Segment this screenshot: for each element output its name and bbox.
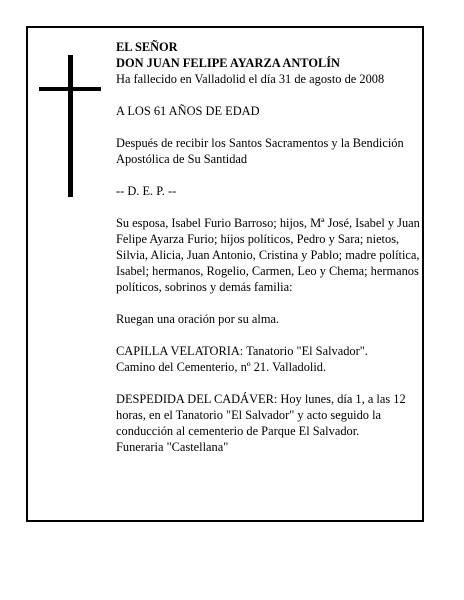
chapel-line-1: CAPILLA VELATORIA: Tanatorio "El Salvador". [116,344,368,358]
title-line-1: EL SEÑOR [116,40,178,54]
notice-body [116,39,422,471]
chapel-paragraph [116,343,422,375]
cross-icon-vertical-bar [68,55,73,197]
cross-icon-horizontal-bar [39,87,101,91]
farewell-paragraph [116,391,422,455]
rip-line: -- D. E. P. -- [116,184,177,198]
funeral-home: Funeraria "Castellana" [116,440,229,454]
chapel-line-2: Camino del Cementerio, nº 21. Valladolid. [116,360,327,374]
deceased-name: DON JUAN FELIPE AYARZA ANTOLÍN [116,56,341,70]
family-paragraph: Su esposa, Isabel Furio Barroso; hijos, Mª José, Isabel y Juan Felipe Ayarza Furio; hijos políticos, Pedro y Sara; nietos, Silvia, Alicia, Juan Antonio, Cristina y Pablo; madre política, Isabel; hermanos, Rogelio, Carmen, Leo y Chema; hermanos políticos, sobrinos y demás familia: [116,216,420,294]
obituary-notice [26,26,424,522]
death-notice: Ha fallecido en Valladolid el día 31 de agosto de 2008 [116,72,385,86]
farewell-text: DESPEDIDA DEL CADÁVER: Hoy lunes, día 1, a las 12 horas, en el Tanatorio "El Salvador" y acto seguido la conducción al cementerio de Parque El Salvador. [116,392,406,438]
prayer-request: Ruegan una oración por su alma. [116,312,280,326]
sacraments-paragraph: Después de recibir los Santos Sacramentos y la Bendición Apostólica de Su Santidad [116,136,404,166]
age-line: A LOS 61 AÑOS DE EDAD [116,104,260,118]
notice-heading [116,39,422,87]
